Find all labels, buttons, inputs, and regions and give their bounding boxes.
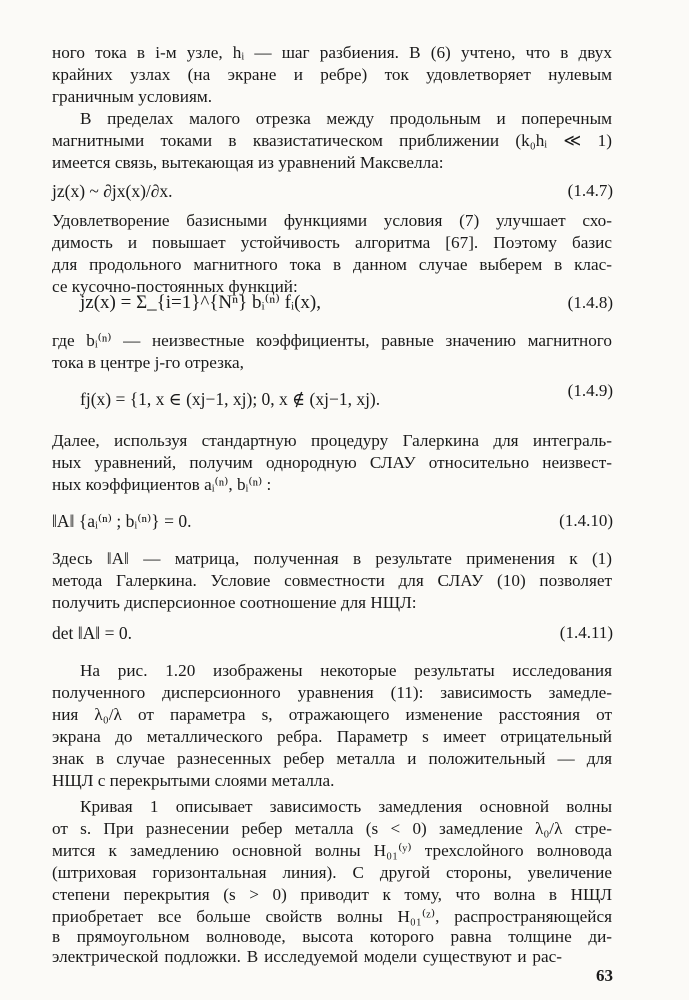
text-line: ния λ₀/λ от параметра s, отражающего изменение расстояния от bbox=[52, 705, 612, 724]
text-line: приобретает все больше свойств волны H₀₁⁽ᶻ⁾, распространяющейся bbox=[52, 907, 612, 926]
text-line: (штриховая горизонтальная линия). С другой стороны, увеличение bbox=[52, 863, 612, 882]
equation-number: (1.4.9) bbox=[567, 381, 613, 400]
text-line: электрической подложки. В исследуемой модели существуют и рас- bbox=[52, 947, 562, 966]
equation-1-4-10: ‖A‖ {aᵢ⁽ⁿ⁾ ; bᵢ⁽ⁿ⁾} = 0. bbox=[52, 511, 192, 531]
text-line: в прямоугольном волноводе, высота которого равна толщине ди- bbox=[52, 927, 612, 946]
equation-1-4-7: jz(x) ~ ∂jx(x)/∂x. bbox=[52, 181, 173, 201]
text-line: экрана до металлического ребра. Параметр s имеет отрицательный bbox=[52, 727, 612, 746]
text-line: ных коэффициентов aᵢ⁽ⁿ⁾, bᵢ⁽ⁿ⁾ : bbox=[52, 475, 272, 494]
equation-1-4-8: jz(x) = Σ_{i=1}^{Nⁿ} bᵢ⁽ⁿ⁾ fᵢ(x), bbox=[80, 292, 321, 313]
text-line: метода Галеркина. Условие совместности для СЛАУ (10) позволяет bbox=[52, 571, 612, 590]
text-line: Удовлетворение базисными функциями условия (7) улучшает схо- bbox=[52, 211, 612, 230]
equation-number: (1.4.7) bbox=[567, 181, 613, 200]
text-line: Кривая 1 описывает зависимость замедления основной волны bbox=[80, 797, 612, 816]
equation-number: (1.4.11) bbox=[559, 623, 613, 642]
text-line: димость и повышает устойчивость алгоритма [67]. Поэтому базис bbox=[52, 233, 612, 252]
equation-1-4-11: det ‖A‖ = 0. bbox=[52, 623, 132, 643]
text-line: В пределах малого отрезка между продольным и поперечным bbox=[80, 109, 612, 128]
text-line: от s. При разнесении ребер металла (s < 0) замедление λ₀/λ стре- bbox=[52, 819, 612, 838]
text-line: для продольного магнитного тока в данном случае выберем в клас- bbox=[52, 255, 612, 274]
text-line: полученного дисперсионного уравнения (11): зависимость замедле- bbox=[52, 683, 612, 702]
text-line: получить дисперсионное соотношение для НЩЛ: bbox=[52, 593, 417, 612]
text-line: крайних узлах (на экране и ребре) ток удовлетворяет нулевым bbox=[52, 65, 612, 84]
equation-1-4-9: fj(x) = {1, x ∈ (xj−1, xj); 0, x ∉ (xj−1, xj). bbox=[80, 389, 381, 409]
text-line: ного тока в i-м узле, hᵢ — шаг разбиения. В (6) учтено, что в двух bbox=[52, 43, 612, 62]
text-line: На рис. 1.20 изображены некоторые результаты исследования bbox=[80, 661, 612, 680]
text-line: знак в случае разнесенных ребер металла и положительный — для bbox=[52, 749, 612, 768]
text-line: степени перекрытия (s > 0) приводит к тому, что волна в НЩЛ bbox=[52, 885, 612, 904]
text-line: Здесь ‖A‖ — матрица, полученная в результате применения к (1) bbox=[52, 549, 612, 568]
text-line: тока в центре j-го отрезка, bbox=[52, 353, 244, 372]
text-line: ных уравнений, получим однородную СЛАУ относительно неизвест- bbox=[52, 453, 612, 472]
equation-number: (1.4.10) bbox=[559, 511, 613, 530]
text-line: се кусочно-постоянных функций: bbox=[52, 277, 298, 296]
equation-number: (1.4.8) bbox=[567, 293, 613, 312]
text-line: НЩЛ с перекрытыми слоями металла. bbox=[52, 771, 335, 790]
text-line: граничным условиям. bbox=[52, 87, 213, 106]
text-line: мится к замедлению основной волны H₀₁⁽ʸ⁾ трехслойного волновода bbox=[52, 841, 612, 860]
page-number: 63 bbox=[596, 966, 613, 985]
text-line: имеется связь, вытекающая из уравнений Максвелла: bbox=[52, 153, 444, 172]
text-line: магнитными токами в квазистатическом приближении (k₀hᵢ ≪ 1) bbox=[52, 131, 612, 150]
text-line: Далее, используя стандартную процедуру Галеркина для интеграль- bbox=[52, 431, 612, 450]
text-line: где bᵢ⁽ⁿ⁾ — неизвестные коэффициенты, равные значению магнитного bbox=[52, 331, 612, 350]
